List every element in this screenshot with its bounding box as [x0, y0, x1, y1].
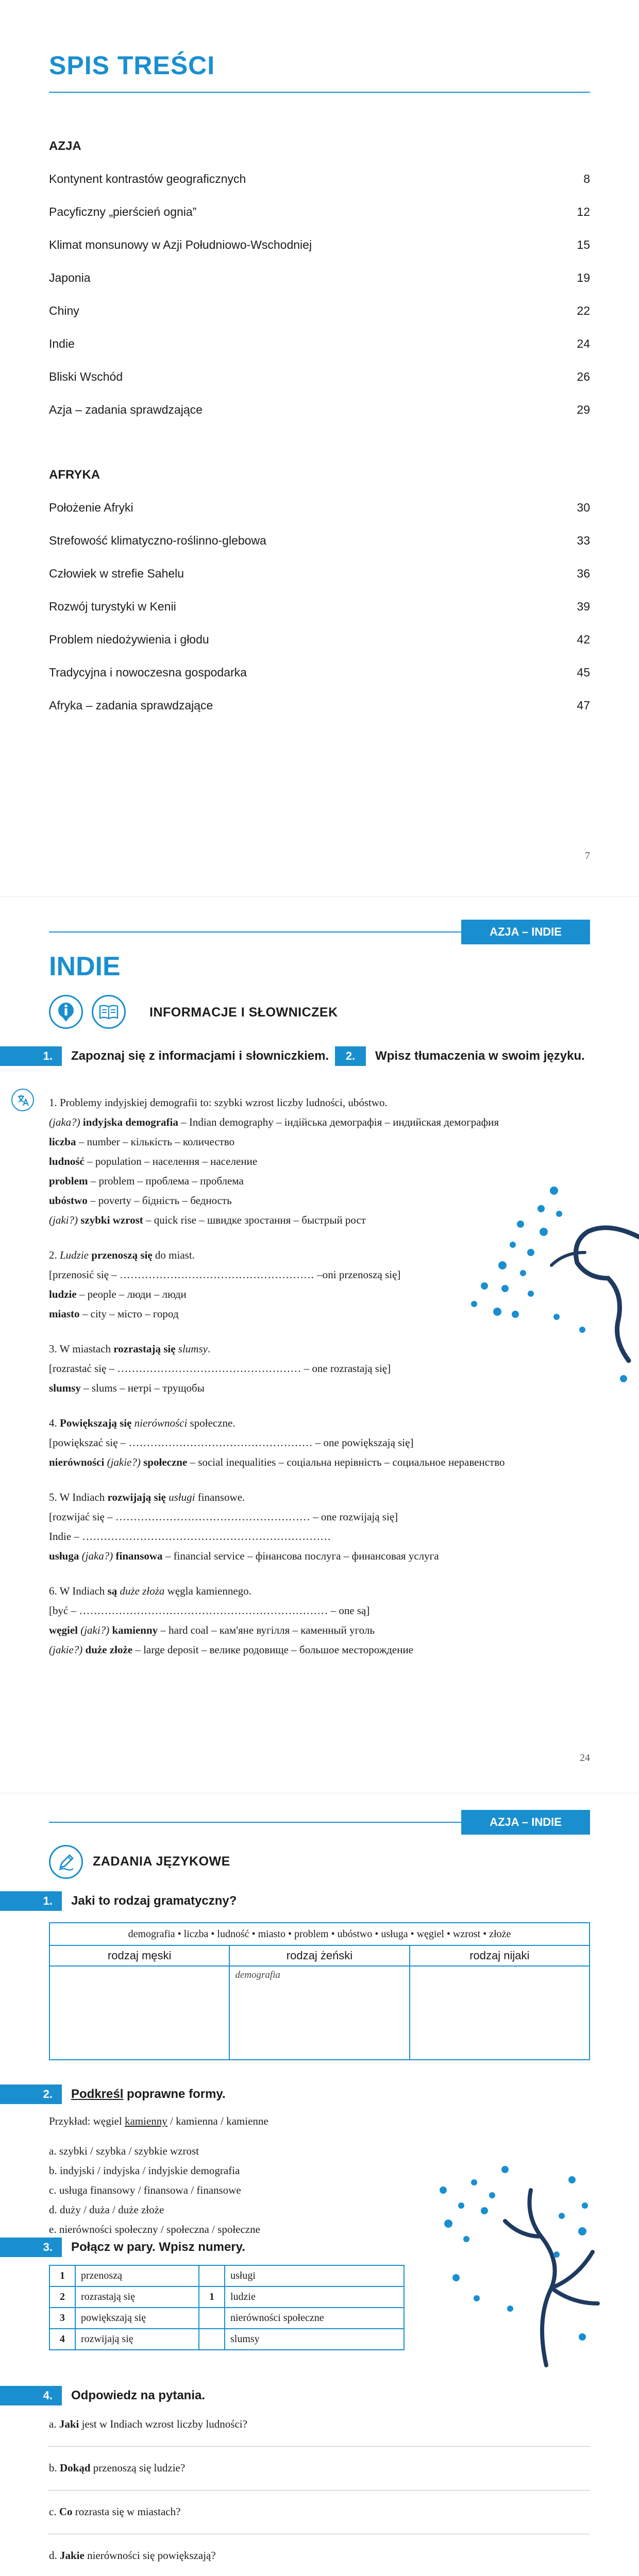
toc-entry-page: 26: [577, 370, 590, 383]
translation: – hard coal – кам'яне вугілля – каменный уголь: [158, 1624, 375, 1636]
toc-entry-page: 24: [577, 337, 590, 350]
term: przenoszą się: [91, 1249, 153, 1261]
column-header: rodzaj żeński: [230, 1946, 409, 1967]
toc-entry[interactable]: [49, 534, 590, 567]
language-tasks-page: [0, 1793, 639, 2576]
fill-in-line[interactable]: [powiększać się – …………………………………………… – one powiększają się]: [49, 1436, 414, 1449]
sentence-rest: społeczne.: [187, 1417, 236, 1429]
example-lead: Przykład: węgiel: [49, 2115, 125, 2127]
task-2: [335, 1046, 585, 1066]
toc-entry-page: 36: [577, 567, 590, 580]
translation: – number – кількість – количество: [76, 1136, 235, 1148]
toc-entry-page: 12: [577, 205, 590, 218]
toc-entry-page: 30: [577, 501, 590, 514]
gender-column-feminine: [230, 1946, 410, 2059]
term: są: [107, 1585, 117, 1597]
table-row: [49, 2329, 404, 2350]
question-rest: rozrasta się w miastach?: [72, 2505, 181, 2518]
question-prefix: c.: [49, 2505, 59, 2518]
toc-entry-label: Strefowość klimatyczno-roślinno-glebowa: [49, 534, 266, 547]
chapter-tag: AZJA – INDIE: [461, 1810, 590, 1835]
translation: – financial service – фінансова послуга – финансовая услуга: [162, 1550, 439, 1562]
toc-entry-page: 45: [577, 666, 590, 679]
instruction-rest: poprawne formy.: [123, 2087, 226, 2101]
task-number: 1.: [0, 1891, 62, 1911]
option-line[interactable]: b. indyjski / indyjska / indyjskie demografia: [49, 2164, 240, 2177]
term: nierówności: [49, 1456, 105, 1468]
italic-word: duże złoża: [120, 1585, 165, 1597]
term: duże złoże: [85, 1643, 133, 1656]
term: liczba: [49, 1136, 76, 1148]
sentence-start: 5. W Indiach: [49, 1491, 108, 1503]
translate-icon: [11, 1089, 34, 1111]
example-line: [49, 2111, 268, 2131]
task-instruction: [71, 2087, 226, 2102]
toc-entry-page: 47: [577, 699, 590, 712]
glossary-sentence: 2. Ludzie przenoszą się do miast.: [49, 1249, 195, 1261]
fill-in-line[interactable]: [przenosić się – ……………………………………………… –oni przenoszą się]: [49, 1268, 401, 1281]
question-prefix: a.: [49, 2418, 59, 2430]
glossary-entry: [49, 1151, 595, 1171]
answer-cell[interactable]: [199, 2265, 225, 2286]
toc-entry[interactable]: [49, 238, 590, 271]
toc-entry-label: Rozwój turystyki w Kenii: [49, 600, 176, 613]
toc-entry-page: 29: [577, 403, 590, 416]
row-number: 4: [49, 2329, 75, 2350]
info-icon: [49, 995, 83, 1029]
gender-table: [49, 1922, 590, 2060]
table-row: [49, 2265, 404, 2286]
toc-entry-label: Indie: [49, 337, 75, 350]
fill-in-line[interactable]: [rozwijać się – ……………………………………………… – one rozwijają się]: [49, 1511, 398, 1523]
section-label: ZADANIA JĘZYKOWE: [93, 1854, 230, 1869]
translation: – population – населення – население: [84, 1155, 258, 1167]
page-number: 7: [585, 850, 590, 861]
fill-in-line[interactable]: [być – …………………………………………………………… – one są]: [49, 1604, 370, 1617]
question: [49, 2462, 590, 2490]
toc-entry-label: Azja – zadania sprawdzające: [49, 403, 203, 416]
translation: – Indian demography – індійська демографія – индийская демография: [178, 1116, 499, 1128]
toc-entry-label: Chiny: [49, 304, 79, 317]
task-4: [0, 2386, 205, 2405]
table-row: [49, 2308, 404, 2329]
fill-in-line[interactable]: Indie – ……………………………………………………………: [49, 1530, 331, 1543]
answer-cell[interactable]: [199, 2329, 225, 2350]
question-prefix: b.: [49, 2462, 60, 2474]
term: slumsy: [49, 1382, 81, 1394]
row-number: 2: [49, 2286, 75, 2308]
task-number: 2.: [335, 1046, 366, 1066]
toc-title: SPIS TREŚCI: [49, 51, 215, 80]
term: rozwijają się: [107, 1491, 166, 1503]
question: [49, 2549, 590, 2576]
toc-entry[interactable]: [49, 567, 590, 600]
task-1: [0, 1046, 329, 1066]
question: [49, 2505, 590, 2534]
toc-entry[interactable]: [49, 699, 590, 732]
noun-cell: usługi: [225, 2265, 404, 2286]
term: Powiększają się: [60, 1417, 132, 1429]
answer-cell[interactable]: [230, 1967, 409, 2059]
toc-entry[interactable]: [49, 337, 590, 370]
question-hint: (jaki?): [49, 1214, 78, 1226]
toc-entry-label: Pacyficzny „pierścień ognia”: [49, 205, 197, 218]
page-title: INDIE: [49, 952, 121, 981]
header-rule: [49, 931, 461, 933]
toc-entry-label: Problem niedożywienia i głodu: [49, 633, 209, 646]
toc-heading: AFRYKA: [49, 468, 100, 482]
toc-entry-page: 15: [577, 238, 590, 251]
term: rozrastają się: [113, 1343, 176, 1355]
toc-section-afryka: [49, 468, 590, 732]
task-2: [0, 2084, 226, 2104]
gender-column-masculine: [50, 1946, 230, 2059]
toc-entry-page: 22: [577, 304, 590, 317]
italic-word: usługi: [169, 1491, 195, 1503]
toc-entry-label: Bliski Wschód: [49, 370, 123, 383]
glossary-sentence: 4. Powiększają się nierówności społeczne.: [49, 1417, 236, 1429]
question-rest: nierówności się powiększają?: [84, 2549, 216, 2562]
answer-cell[interactable]: [50, 1967, 229, 2059]
task-instruction: Połącz w pary. Wpisz numery.: [71, 2240, 245, 2254]
question-word: Co: [59, 2505, 73, 2518]
toc-entry-page: 8: [583, 172, 590, 185]
sentence-rest: do miast.: [152, 1249, 195, 1261]
term: szybki wzrost: [80, 1214, 143, 1226]
question-hint: (jaka?): [49, 1116, 80, 1128]
toc-entry[interactable]: [49, 370, 590, 403]
toc-heading: AZJA: [49, 139, 81, 153]
term: finansowa: [115, 1550, 163, 1562]
noun-cell: slumsy: [225, 2329, 404, 2350]
glossary-sentence: [49, 1581, 595, 1601]
branch-decoration: [453, 1175, 639, 1392]
task-instruction: Zapoznaj się z informacjami i słowniczkiem.: [71, 1049, 329, 1063]
term: problem: [49, 1175, 88, 1187]
translation: – large deposit – велике родовище – большое месторождение: [132, 1643, 414, 1656]
toc-entry[interactable]: [49, 205, 590, 238]
toc-entry-label: Kontynent kontrastów geograficznych: [49, 172, 246, 185]
noun-cell: ludzie: [225, 2286, 404, 2308]
glossary-sentence: 3. W miastach rozrastają się slumsy.: [49, 1343, 211, 1355]
toc-entry-label: Tradycyjna i nowoczesna gospodarka: [49, 666, 247, 679]
glossary-entry: [49, 1620, 595, 1640]
task-1: [0, 1891, 237, 1911]
sentence-rest: węgla kamiennego.: [164, 1585, 251, 1597]
toc-entry-label: Afryka – zadania sprawdzające: [49, 699, 213, 712]
translation: – problem – проблема – проблема: [88, 1175, 244, 1187]
question: [49, 2418, 590, 2447]
toc-entry[interactable]: [49, 172, 590, 205]
option-line[interactable]: e. nierówności społeczny / społeczna / społeczne: [49, 2223, 260, 2235]
term: ubóstwo: [49, 1194, 88, 1207]
task-number: 4.: [0, 2386, 62, 2405]
translation: – people – люди – люди: [76, 1288, 187, 1300]
fill-in-line[interactable]: [rozrastać się – …………………………………………… – one rozrastają się]: [49, 1362, 391, 1375]
header-rule: [49, 1822, 461, 1823]
italic-word: slumsy: [178, 1343, 208, 1355]
example-rest: / kamienna / kamienne: [167, 2115, 268, 2127]
toc-entry[interactable]: [49, 666, 590, 699]
toc-entry[interactable]: [49, 304, 590, 337]
toc-section-azja: [49, 139, 590, 436]
verb-cell: rozwijają się: [75, 2329, 199, 2350]
matching-table: [49, 2265, 405, 2350]
section-label: INFORMACJE I SŁOWNICZEK: [149, 1005, 338, 1020]
term: społeczne: [143, 1456, 188, 1468]
task-number: 1.: [0, 1046, 62, 1066]
toc-entry-page: 42: [577, 633, 590, 646]
table-row: [49, 2286, 404, 2308]
answer-cell[interactable]: [410, 1967, 589, 2059]
toc-entry[interactable]: [49, 271, 590, 304]
term: miasto: [49, 1308, 80, 1320]
question-hint: (jaka?): [81, 1550, 113, 1562]
translation: – poverty – бідність – бедность: [87, 1194, 232, 1207]
translation: – social inequalities – соціальна нерівність – социальное неравенство: [187, 1456, 505, 1468]
glossary-entry: [49, 1640, 595, 1659]
term: usługa: [49, 1550, 79, 1562]
noun-cell: nierówności społeczne: [225, 2308, 404, 2329]
toc-entry[interactable]: [49, 501, 590, 534]
sentence-start: 3. W miastach: [49, 1343, 114, 1355]
glossary-entry: [49, 1132, 595, 1151]
glossary-sentence: 1. Problemy indyjskiej demografii to: szybki wzrost liczby ludności, ubóstwo.: [49, 1096, 388, 1109]
term: indyjska demografia: [82, 1116, 178, 1128]
pencil-icon: [49, 1845, 83, 1879]
task-number: 3.: [0, 2238, 62, 2257]
verb-cell: powiększają się: [75, 2308, 199, 2329]
term: ludzie: [49, 1288, 77, 1300]
instruction-underlined: Podkreśl: [71, 2087, 124, 2101]
toc-entry-page: 39: [577, 600, 590, 613]
question-word: Jaki: [59, 2418, 79, 2430]
italic-word: Ludzie: [60, 1249, 89, 1261]
question-word: Dokąd: [60, 2462, 91, 2474]
sentence-rest: finansowe.: [195, 1491, 245, 1503]
answer-cell[interactable]: [199, 2308, 225, 2329]
verb-cell: rozrastają się: [75, 2286, 199, 2308]
example-answer: kamienny: [124, 2115, 167, 2127]
toc-entry[interactable]: [49, 633, 590, 666]
question-rest: przenoszą się ludzie?: [90, 2462, 186, 2474]
task-instruction: Odpowiedz na pytania.: [71, 2388, 206, 2402]
column-header: rodzaj męski: [50, 1946, 229, 1967]
option-line[interactable]: d. duży / duża / duże złoże: [49, 2204, 164, 2216]
toc-entry-label: Położenie Afryki: [49, 501, 133, 514]
term: kamienny: [112, 1624, 158, 1636]
column-header: rodzaj nijaki: [410, 1946, 589, 1967]
question-hint: (jaki?): [80, 1624, 110, 1636]
toc-entry-page: 19: [577, 271, 590, 284]
toc-entry[interactable]: [49, 600, 590, 633]
example-answer: demografia: [235, 1970, 280, 1980]
glossary-entry: [49, 1546, 595, 1566]
branch-decoration: [428, 2149, 608, 2370]
glossary-sentence: [49, 1487, 595, 1507]
toc-entry-label: Człowiek w strefie Sahelu: [49, 567, 184, 580]
toc-entry-label: Japonia: [49, 271, 91, 284]
verb-cell: przenoszą: [75, 2265, 199, 2286]
italic-word: nierówności: [134, 1417, 188, 1429]
toc-divider: [49, 92, 590, 93]
sentence-start: 6. W Indiach: [49, 1585, 108, 1597]
dictionary-icon: [92, 995, 126, 1029]
toc-entry-label: Klimat monsunowy w Azji Południowo-Wschodniej: [49, 238, 312, 251]
term: ludność: [49, 1155, 85, 1167]
glossary-entry: [49, 1452, 595, 1472]
row-number: 1: [49, 2265, 75, 2286]
question-hint: (jakie?): [107, 1456, 141, 1468]
option-line[interactable]: a. szybki / szybka / szybkie wzrost: [49, 2145, 199, 2157]
toc-entry-page: 33: [577, 534, 590, 547]
toc-entry[interactable]: [49, 403, 590, 436]
answer-line[interactable]: [49, 2446, 590, 2447]
option-line[interactable]: c. usługa finansowy / finansowa / finansowe: [49, 2184, 241, 2196]
question-prefix: d.: [49, 2549, 60, 2562]
translation: – slums – нетрі – трущобы: [80, 1382, 205, 1394]
task-instruction: Jaki to rodzaj gramatyczny?: [71, 1894, 237, 1908]
task-instruction: Wpisz tłumaczenia w swoim języku.: [375, 1049, 585, 1063]
task-3: [0, 2238, 245, 2257]
gender-column-neuter: [410, 1946, 589, 2059]
question-word: Jakie: [60, 2549, 85, 2562]
chapter-tag: AZJA – INDIE: [461, 920, 590, 944]
translation: – quick rise – швидке зростання – быстрый рост: [143, 1214, 366, 1226]
page-number: 24: [580, 1752, 590, 1764]
question-hint: (jakie?): [49, 1643, 83, 1656]
term: węgiel: [49, 1624, 78, 1636]
word-bank: demografia • liczba • ludność • miasto • problem • ubóstwo • usługa • węgiel • wzrost • złoże: [50, 1923, 589, 1946]
row-number: 3: [49, 2308, 75, 2329]
indie-info-page: [0, 896, 639, 1793]
translation: – city – місто – город: [79, 1308, 179, 1320]
glossary-entry: [49, 1112, 595, 1132]
answer-cell[interactable]: 1: [199, 2286, 225, 2308]
toc-page: [0, 0, 639, 896]
question-rest: jest w Indiach wzrost liczby ludności?: [79, 2418, 247, 2430]
task-number: 2.: [0, 2084, 62, 2104]
